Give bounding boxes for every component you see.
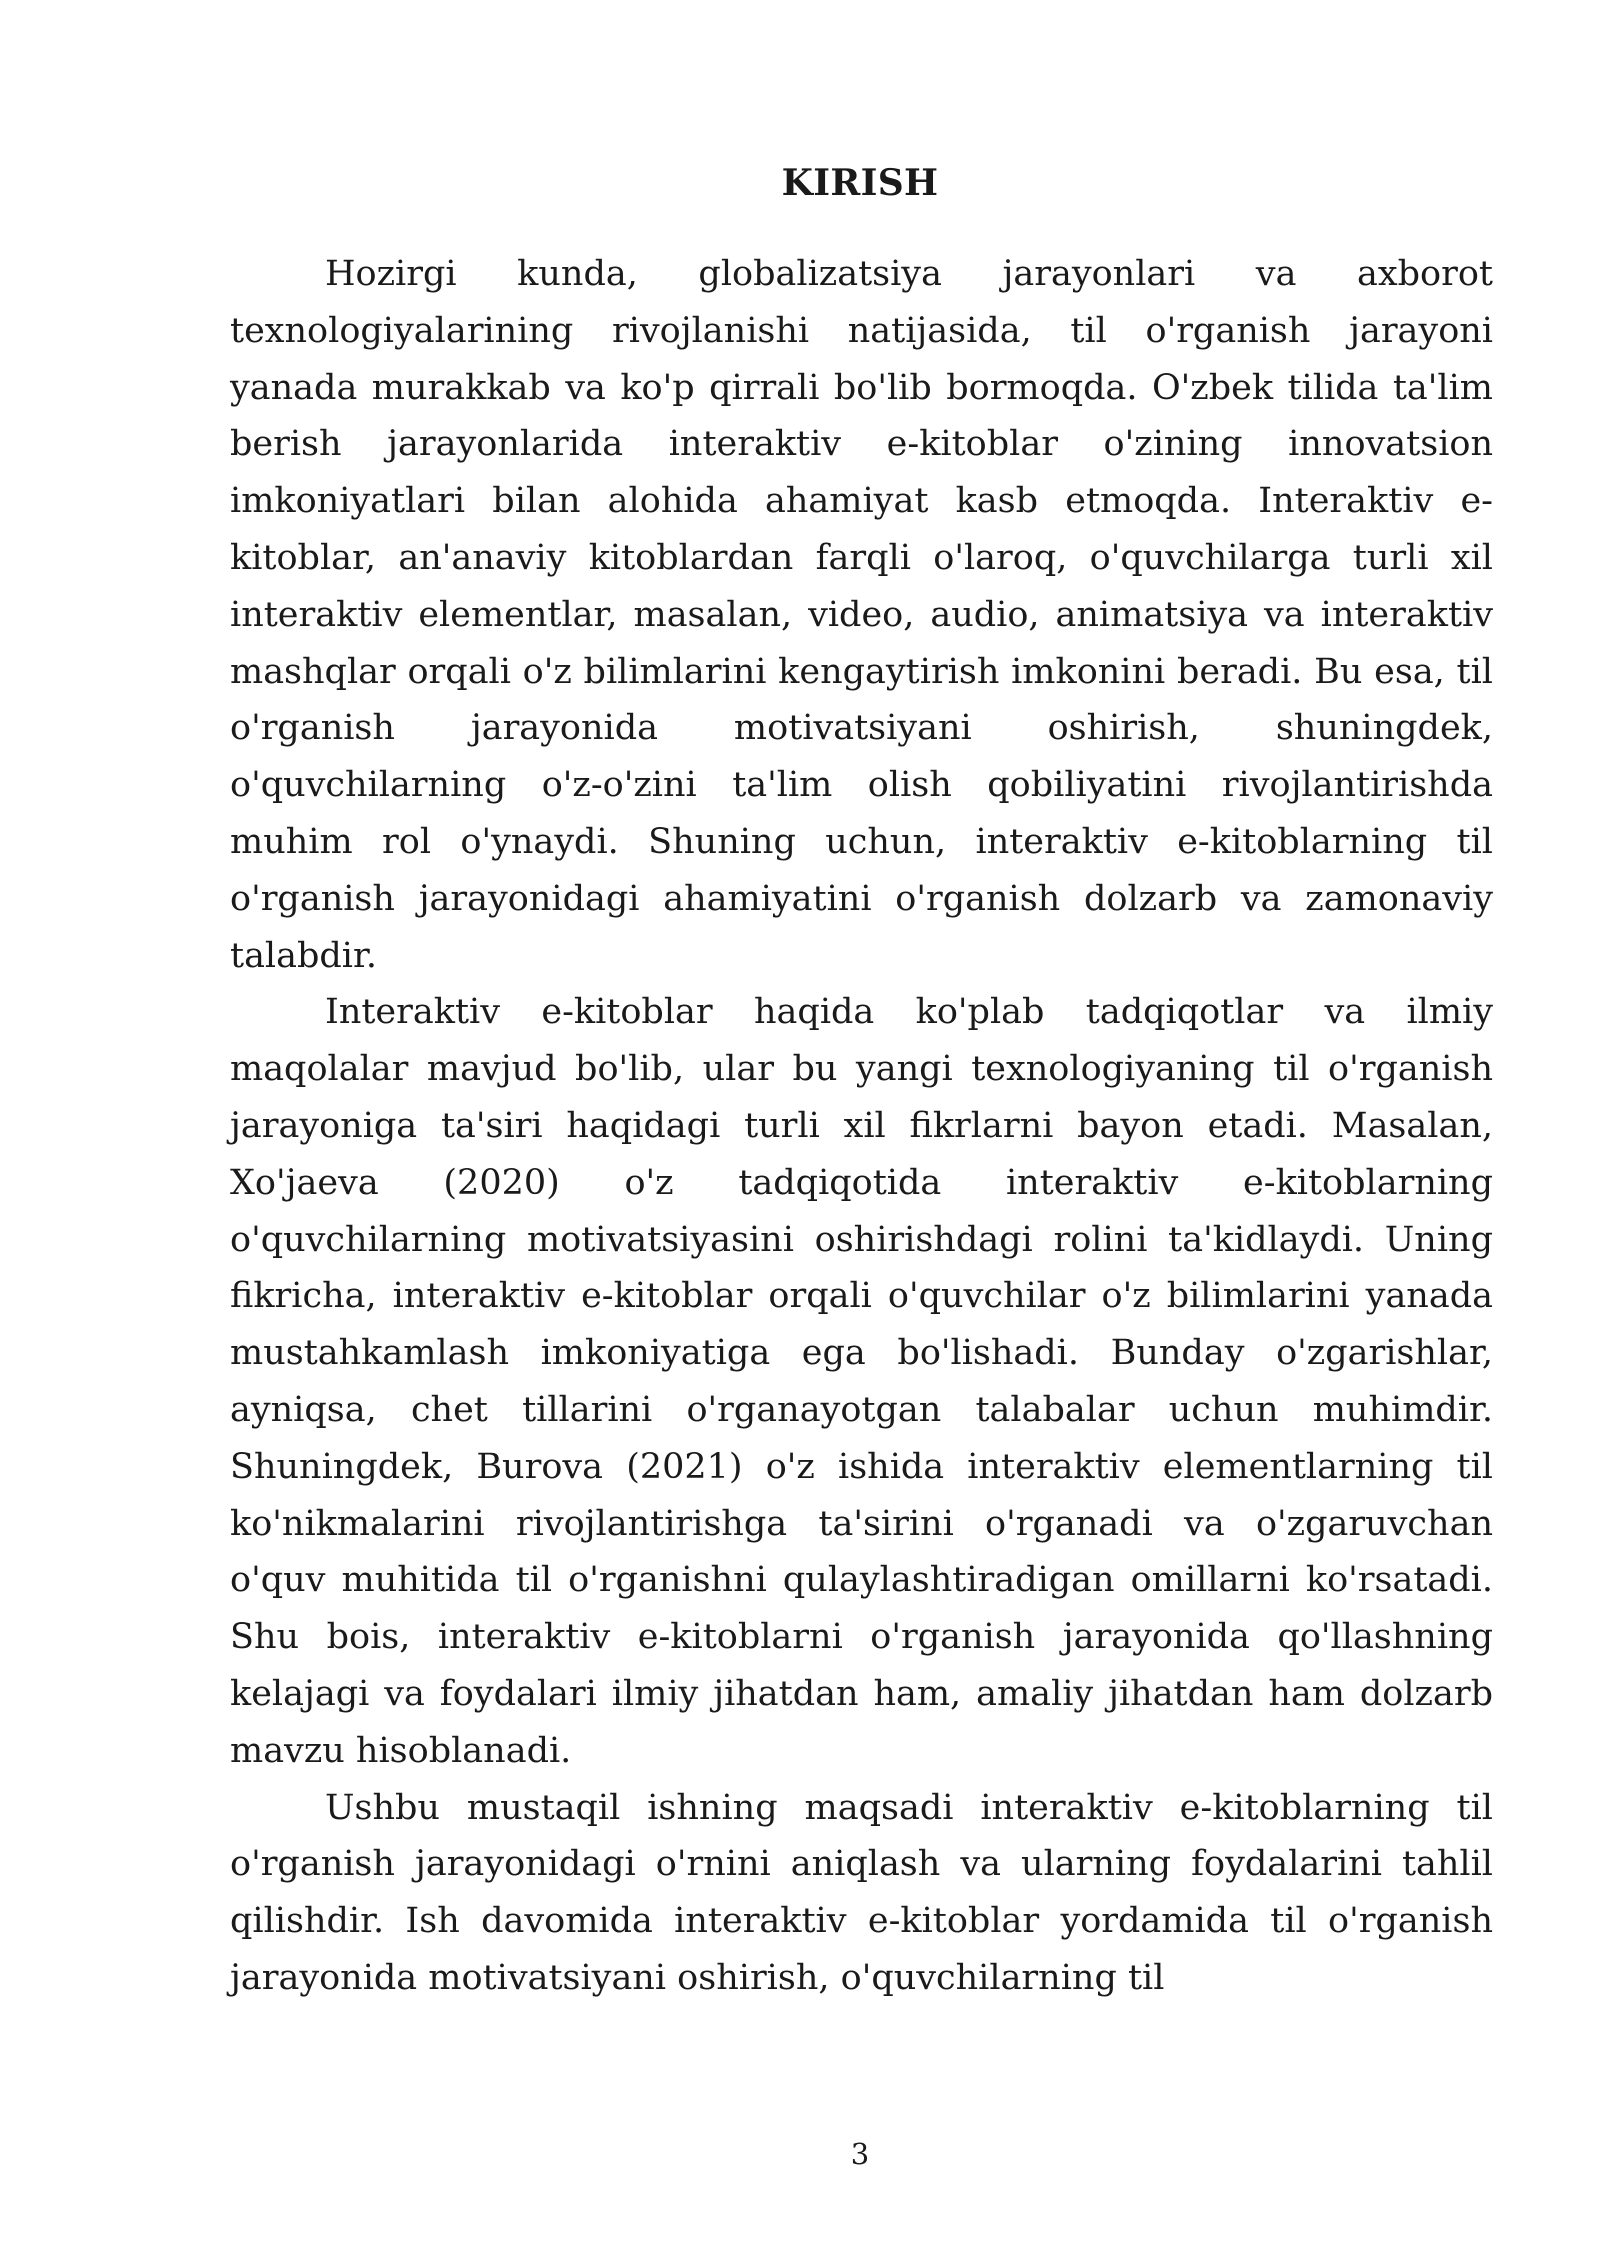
page-number: 3: [850, 2137, 870, 2171]
paragraph-3: Ushbu mustaqil ishning maqsadi interaktiv e-kitoblarning til o'rganish jarayonidagi o'rnini aniqlash va ularning foydalarini tahlil qilishdir. Ish davomida interaktiv e-kitoblar yordamida til o'rganish jarayonida motivatsiyani oshirish, o'quvchilarning til: [230, 1787, 1493, 1998]
paragraph-2: Interaktiv e-kitoblar haqida ko'plab tadqiqotlar va ilmiy maqolalar mavjud bo'lib, ular bu yangi texnologiyaning til o'rganish jarayoniga ta'siri haqidagi turli xil fikrlarni bayon etadi. Masalan, Xo'jaeva (2020) o'z tadqiqotida interaktiv e-kitoblarning o'quvchilarning motivatsiyasini oshirishdagi rolini ta'kidlaydi. Uning fikricha, interaktiv e-kitoblar orqali o'quvchilar o'z bilimlarini yanada mustahkamlash imkoniyatiga ega bo'lishadi. Bunday o'zgarishlar, ayniqsa, chet tillarini o'rganayotgan talabalar uchun muhimdir. Shuningdek, Burova (2021) o'z ishida interaktiv elementlarning til ko'nikmalarini rivojlantirishga ta'sirini o'rganadi va o'zgaruvchan o'quv muhitida til o'rganishni qulaylashtiradigan omillarni ko'rsatadi. Shu bois, interaktiv e-kitoblarni o'rganish jarayonida qo'llashning kelajagi va foydalari ilmiy jihatdan ham, amaliy jihatdan ham dolzarb mavzu hisoblanadi.: [230, 992, 1493, 1771]
paragraph-1: Hozirgi kunda, globalizatsiya jarayonlari va axborot texnologiyalarining rivojlanishi natijasida, til o'rganish jarayoni yanada murakkab va ko'p qirrali bo'lib bormoqda. O'zbek tilida ta'lim berish jarayonlarida interaktiv e-kitoblar o'zining innovatsion imkoniyatlari bilan alohida ahamiyat kasb etmoqda. Interaktiv e-kitoblar, an'anaviy kitoblardan farqli o'laroq, o'quvchilarga turli xil interaktiv elementlar, masalan, video, audio, animatsiya va interaktiv mashqlar orqali o'z bilimlarini kengaytirish imkonini beradi. Bu esa, til o'rganish jarayonida motivatsiyani oshirish, shuningdek, o'quvchilarning o'z-o'zini ta'lim olish qobiliyatini rivojlantirishda muhim rol o'ynaydi. Shuning uchun, interaktiv e-kitoblarning til o'rganish jarayonidagi ahamiyatini o'rganish dolzarb va zamonaviy talabdir.: [230, 254, 1493, 976]
body-text: [230, 246, 1493, 2007]
section-heading: KIRISH: [781, 162, 939, 204]
